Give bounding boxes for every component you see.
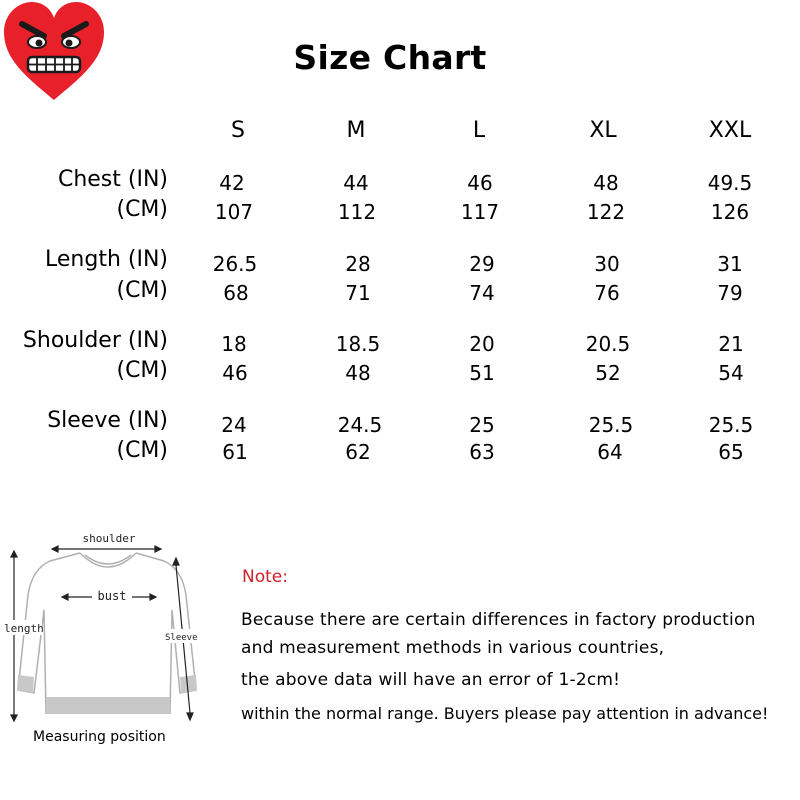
sweatshirt-diagram <box>0 525 210 755</box>
shoulder-cm-m: 48 <box>345 361 371 385</box>
length-arrow <box>11 551 17 721</box>
note-heading: Note: <box>242 567 288 587</box>
size-header-s: S <box>231 118 245 143</box>
sleeve-in-s: 24 <box>221 413 247 437</box>
shoulder-cm-s: 46 <box>222 361 248 385</box>
sleeve-in-label: Sleeve (IN) <box>47 408 168 433</box>
shoulder-in-m: 18.5 <box>335 332 381 356</box>
shoulder-label: shoulder <box>82 532 136 545</box>
sleeve-cm-l: 63 <box>469 440 495 464</box>
sleeve-cm-label: (CM) <box>116 438 168 463</box>
note-line-2: and measurement methods in various countries, <box>241 638 665 658</box>
length-in-s: 26.5 <box>212 252 258 276</box>
chest-cm-xl: 122 <box>586 200 626 224</box>
length-in-l: 29 <box>469 252 495 276</box>
length-in-m: 28 <box>345 252 371 276</box>
hem-band <box>46 697 170 713</box>
note-line-4: within the normal range. Buyers please pay attention in advance! <box>241 704 769 723</box>
shoulder-in-s: 18 <box>221 332 247 356</box>
size-header-l: L <box>472 118 486 143</box>
chest-cm-m: 112 <box>337 200 377 224</box>
note-line-1: Because there are certain differences in factory production <box>241 610 756 630</box>
sleeve-cm-xl: 64 <box>597 440 623 464</box>
sleeve-in-xl: 25.5 <box>588 413 634 437</box>
shoulder-in-xl: 20.5 <box>585 332 631 356</box>
length-cm-l: 74 <box>469 281 495 305</box>
right-cuff <box>180 675 197 693</box>
diagram-caption: Measuring position <box>33 729 166 745</box>
chest-cm-l: 117 <box>460 200 500 224</box>
shoulder-in-label: Shoulder (IN) <box>22 328 168 353</box>
sleeve-in-m: 24.5 <box>337 413 383 437</box>
shoulder-cm-label: (CM) <box>116 358 168 383</box>
sleeve-in-l: 25 <box>469 413 495 437</box>
page-title: Size Chart <box>293 38 487 77</box>
chest-cm-s: 107 <box>214 200 254 224</box>
chest-in-m: 44 <box>343 171 369 195</box>
sleeve-cm-s: 61 <box>222 440 248 464</box>
sleeve-label: Sleeve <box>165 633 198 643</box>
shoulder-arrow <box>52 546 161 552</box>
length-in-xxl: 31 <box>717 252 743 276</box>
sleeve-cm-m: 62 <box>345 440 371 464</box>
chest-in-l: 46 <box>467 171 493 195</box>
shoulder-cm-xxl: 54 <box>718 361 744 385</box>
size-header-xxl: XXL <box>708 118 752 143</box>
length-cm-xxl: 79 <box>717 281 743 305</box>
size-header-m: M <box>346 118 366 143</box>
bust-label: bust <box>97 589 127 603</box>
chest-in-xl: 48 <box>593 171 619 195</box>
chest-in-xxl: 49.5 <box>707 171 753 195</box>
note-line-3: the above data will have an error of 1-2cm! <box>241 670 621 690</box>
length-label: length <box>4 622 44 635</box>
length-in-xl: 30 <box>594 252 620 276</box>
sleeve-cm-xxl: 65 <box>718 440 744 464</box>
chest-in-label: Chest (IN) <box>57 167 168 192</box>
length-cm-label: (CM) <box>116 278 168 303</box>
shoulder-cm-l: 51 <box>469 361 495 385</box>
shoulder-cm-xl: 52 <box>595 361 621 385</box>
shoulder-in-l: 20 <box>469 332 495 356</box>
chest-cm-xxl: 126 <box>710 200 750 224</box>
chest-in-s: 42 <box>219 171 245 195</box>
size-header-xl: XL <box>589 118 617 143</box>
shoulder-in-xxl: 21 <box>718 332 744 356</box>
length-cm-m: 71 <box>345 281 371 305</box>
length-cm-s: 68 <box>223 281 249 305</box>
chest-cm-label: (CM) <box>116 197 168 222</box>
sleeve-in-xxl: 25.5 <box>708 413 754 437</box>
left-cuff <box>17 675 34 693</box>
length-in-label: Length (IN) <box>45 247 168 272</box>
length-cm-xl: 76 <box>594 281 620 305</box>
